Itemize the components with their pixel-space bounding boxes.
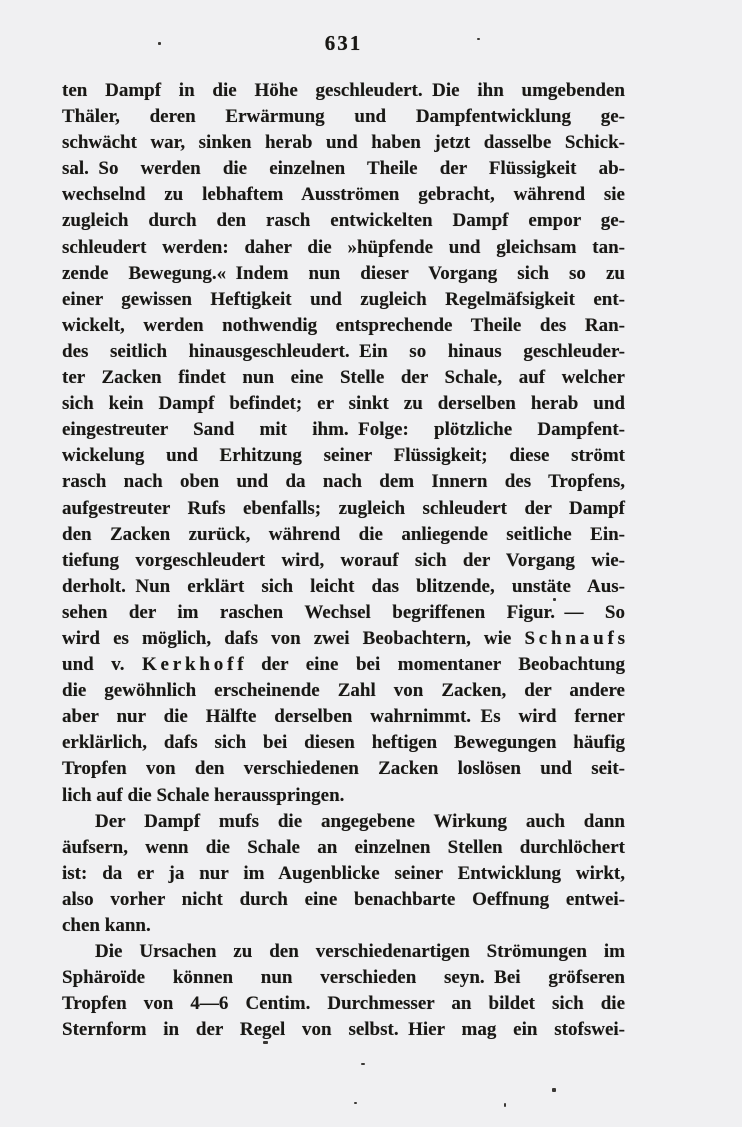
text-line: aufgestreuter Rufs ebenfalls; zugleich schleudert der Dampf [62,497,625,519]
text-line: ter Zacken findet nun eine Stelle der Schale, auf welcher [62,367,625,389]
text-line: also vorher nicht durch eine benachbarte Oeffnung entwei- [62,888,625,910]
text-line: tiefung vorgeschleudert wird, worauf sich der Vorgang wie- [62,549,625,571]
text-line: wechselnd zu lebhaftem Ausströmen gebracht, während sie [62,184,625,206]
text-line: zugleich durch den rasch entwickelten Dampf empor ge- [62,210,625,232]
scan-speck [361,1063,365,1065]
text-line: Tropfen von 4—6 Centim. Durchmesser an bildet sich die [62,993,625,1015]
paragraph [62,78,625,809]
scan-speck [354,1102,357,1104]
text-line: die gewöhnlich erscheinende Zahl von Zacken, der andere [62,680,625,702]
text-line: schleudert werden: daher die »hüpfende und gleichsam tan- [62,236,625,258]
text-line: wickelt, werden nothwendig entsprechende Theile des Ran- [62,314,625,336]
text-line: derholt. Nun erklärt sich leicht das blitzende, unstäte Aus- [62,575,625,597]
text-line: ist: da er ja nur im Augenblicke seiner Entwicklung wirkt, [62,862,625,884]
scan-speck [552,1088,556,1092]
scan-speck [477,38,480,40]
text-line: sich kein Dampf befindet; er sinkt zu derselben herab und [62,393,625,415]
paragraph [62,939,625,1043]
text-line: einer gewissen Heftigkeit und zugleich Regelmäfsigkeit ent- [62,288,625,310]
scan-speck [158,42,161,45]
text-line: wird es möglich, dafs von zwei Beobachtern, wie S c h n a u f s [62,627,625,649]
text-line: äufsern, wenn die Schale an einzelnen Stellen durchlöchert [62,836,625,858]
text-line: zende Bewegung.« Indem nun dieser Vorgang sich so zu [62,262,625,284]
text-line: eingestreuter Sand mit ihm. Folge: plötzliche Dampfent- [62,419,625,441]
text-line: Thäler, deren Erwärmung und Dampfentwicklung ge- [62,106,625,128]
body-text [62,78,625,1043]
text-line: schwächt war, sinken herab und haben jetzt dasselbe Schick- [62,132,625,154]
text-line: Tropfen von den verschiedenen Zacken loslösen und seit- [62,758,625,780]
text-line: Die Ursachen zu den verschiedenartigen Strömungen im [95,941,625,963]
text-line: ten Dampf in die Höhe geschleudert. Die ihn umgebenden [62,80,625,101]
scan-speck [553,598,556,601]
text-line: wickelung und Erhitzung seiner Flüssigkeit; diese strömt [62,445,625,467]
text-line: und v. K e r k h o f f der eine bei momentaner Beobachtung [62,654,625,676]
text-line: des seitlich hinausgeschleudert. Ein so hinaus geschleuder- [62,340,625,362]
text-line: Sternform in der Regel von selbst. Hier mag ein stofswei- [62,1019,625,1041]
text-line: aber nur die Hälfte derselben wahrnimmt. Es wird ferner [62,706,625,728]
text-line: Der Dampf mufs die angegebene Wirkung auch dann [95,810,625,832]
text-line: chen kann. [62,915,151,936]
scan-speck [263,1041,268,1044]
paragraph [62,809,625,939]
text-line: erklärlich, dafs sich bei diesen heftigen Bewegungen häufig [62,732,625,754]
text-line: lich auf die Schale herausspringen. [62,784,345,806]
page-number: 631 [324,31,363,55]
text-line: den Zacken zurück, während die anliegende seitliche Ein- [62,523,625,545]
scan-speck [504,1103,506,1107]
text-line: rasch nach oben und da nach dem Innern des Tropfens, [62,471,625,493]
text-line: sal. So werden die einzelnen Theile der Flüssigkeit ab- [62,158,625,180]
text-line: sehen der im raschen Wechsel begriffenen Figur. — So [62,601,625,623]
text-line: Sphäroïde können nun verschieden seyn. Bei gröfseren [62,967,625,989]
